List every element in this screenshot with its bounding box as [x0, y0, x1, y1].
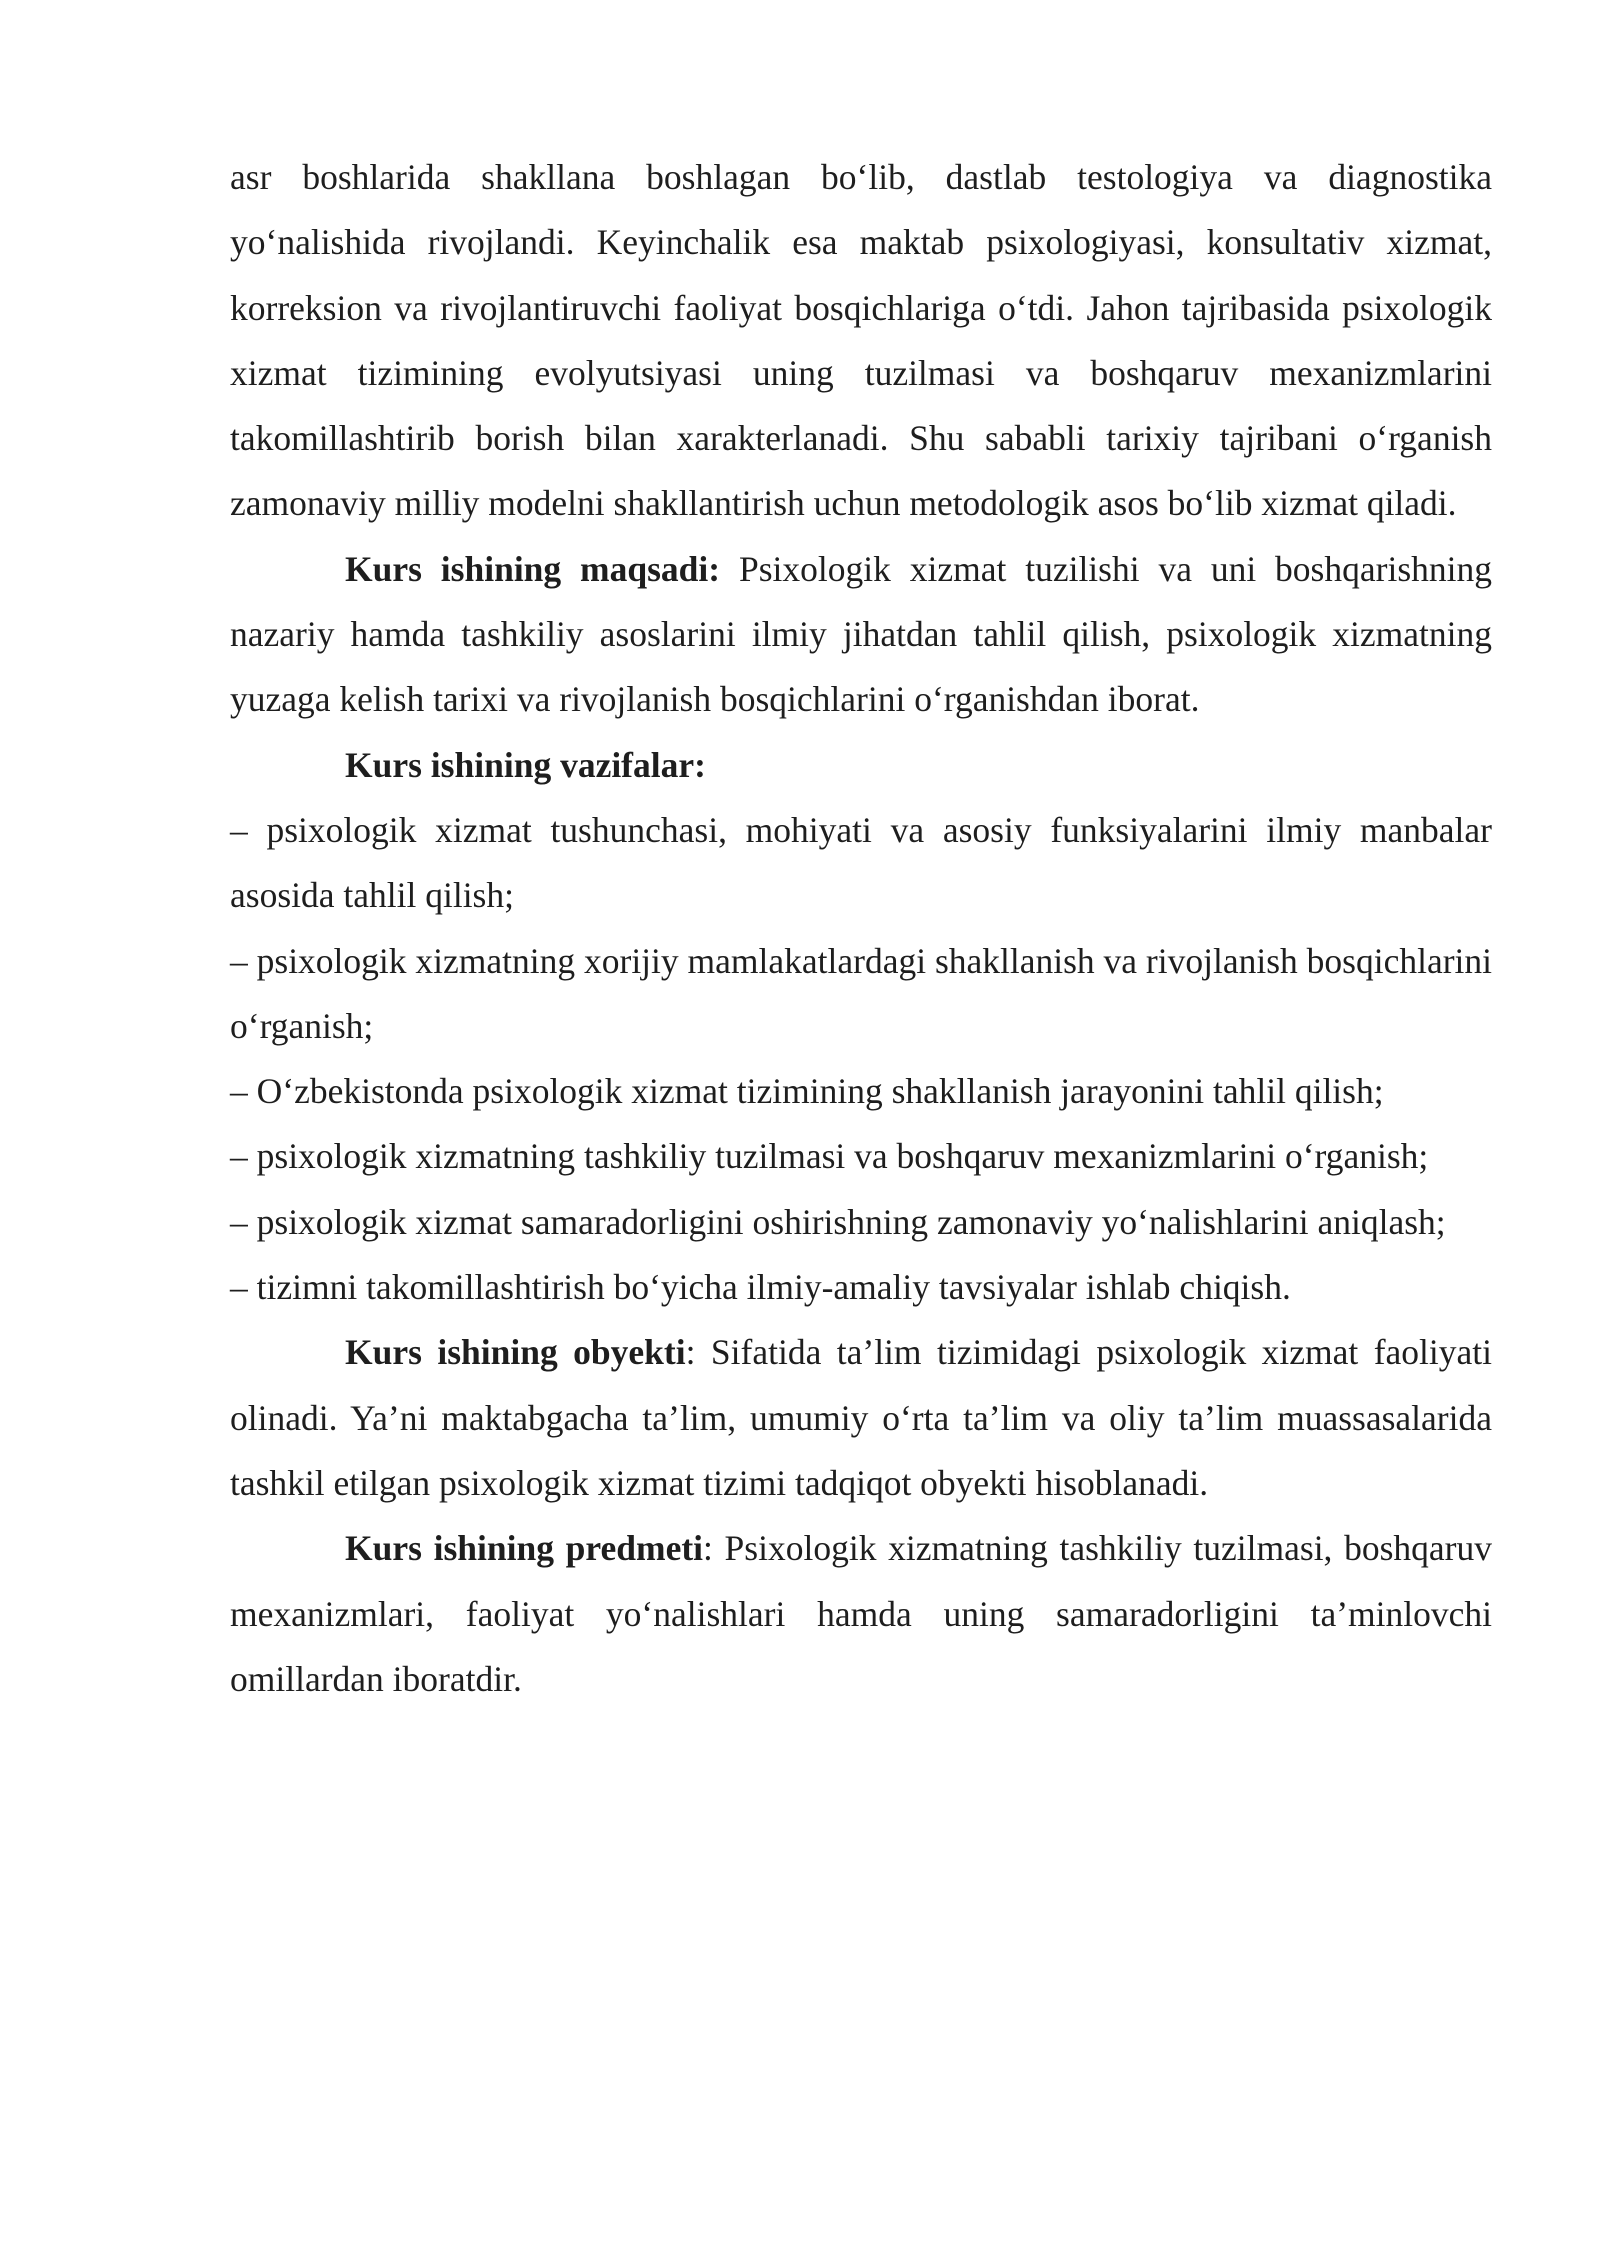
document-page	[230, 145, 1492, 1712]
goal-paragraph	[230, 537, 1492, 733]
task-item: – psixologik xizmatning tashkiliy tuzilmasi va boshqaruv mexanizmlarini o‘rganish;	[230, 1136, 1429, 1177]
task-item: – O‘zbekistonda psixologik xizmat tizimining shakllanish jarayonini tahlil qilish;	[230, 1071, 1384, 1112]
subject-paragraph	[230, 1516, 1492, 1712]
task-item: – psixologik xizmatning xorijiy mamlakatlardagi shakllanish va rivojlanish bosqichlarini o‘rganish;	[230, 940, 1493, 1046]
task-item: – psixologik xizmat tushunchasi, mohiyati va asosiy funksiyalarini ilmiy manbalar asosida tahlil qilish;	[230, 809, 1492, 916]
subject-label: Kurs ishining predmeti	[345, 1528, 704, 1569]
object-label: Kurs ishining obyekti	[345, 1332, 686, 1373]
goal-text: Psixologik xizmat tuzilishi va uni boshqarishning nazariy hamda tashkiliy asoslarini ilmiy jihatdan tahlil qilish, psixologik xizmatning yuzaga kelish tarixi va rivojlanish bosqichlarini o‘rganishdan iborat.	[230, 548, 1492, 720]
object-text: : Sifatida ta’lim tizimidagi psixologik xizmat faoliyati olinadi. Ya’ni maktabgacha ta’lim, umumiy o‘rta ta’lim va oliy ta’lim muassasalarida tashkil etilgan psixologik xizmat tizimi tadqiqot obyekti hisoblanadi.	[230, 1332, 1492, 1503]
object-paragraph	[230, 1320, 1492, 1516]
tasks-label: Kurs ishining vazifalar:	[345, 744, 706, 785]
task-item: – psixologik xizmat samaradorligini oshirishning zamonaviy yo‘nalishlarini aniqlash;	[230, 1201, 1446, 1242]
tasks-heading	[230, 733, 1492, 798]
subject-text: : Psixologik xizmatning tashkiliy tuzilmasi, boshqaruv mexanizmlari, faoliyat yo‘nalishlari hamda uning samaradorligini ta’minlovchi omillardan iboratdir.	[230, 1528, 1492, 1699]
tasks-list	[230, 798, 1492, 1320]
task-item: – tizimni takomillashtirish bo‘yicha ilmiy-amaliy tavsiyalar ishlab chiqish.	[230, 1267, 1291, 1308]
intro-paragraph: asr boshlarida shakllana boshlagan bo‘lib, dastlab testologiya va diagnostika yo‘nalishida rivojlandi. Keyinchalik esa maktab psixologiyasi, konsultativ xizmat, korreksion va rivojlantiruvchi faoliyat bosqichlariga o‘tdi. Jahon tajribasida psixologik xizmat tizimining evolyutsiyasi uning tuzilmasi va boshqaruv mexanizmlarini takomillashtirib borish bilan xarakterlanadi. Shu sababli tarixiy tajribani o‘rganish zamonaviy milliy modelni shakllantirish uchun metodologik asos bo‘lib xizmat qiladi.	[230, 157, 1492, 524]
goal-label: Kurs ishining maqsadi:	[345, 548, 721, 589]
